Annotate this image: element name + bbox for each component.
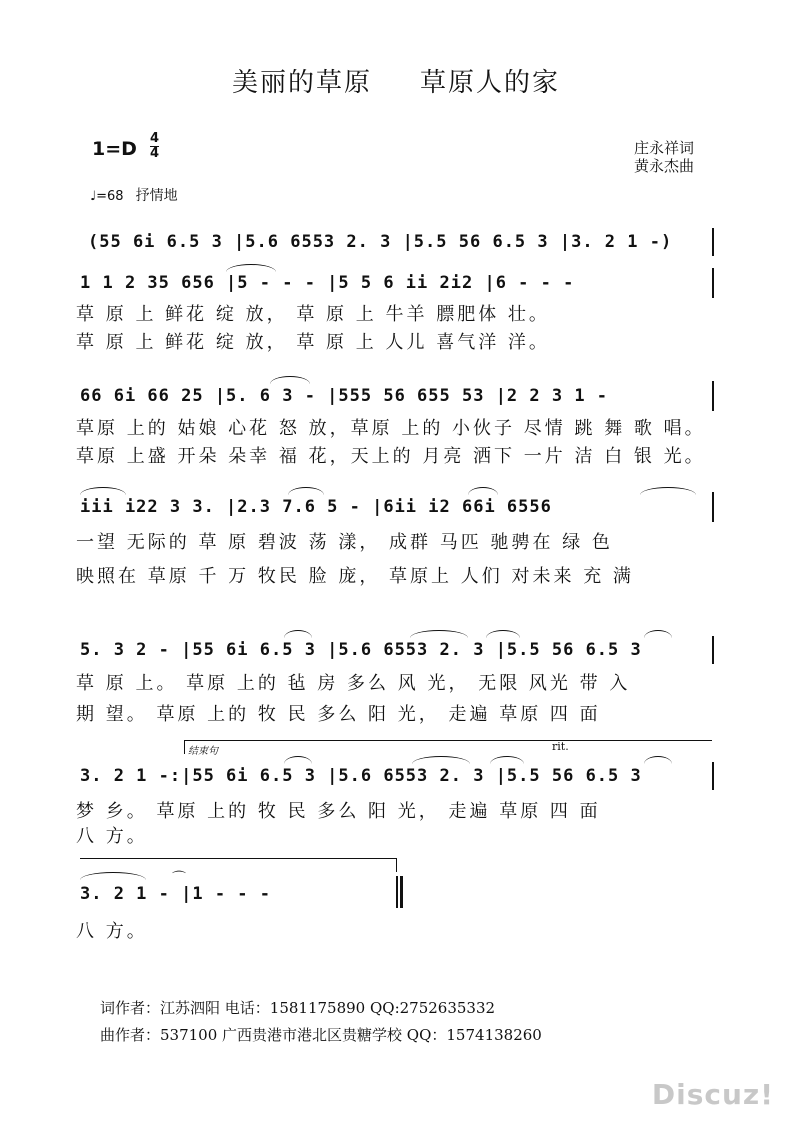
lyric-line-4a: 一望 无际的 草 原 碧波 荡 漾， 成群 马匹 驰骋在 绿 色 bbox=[76, 532, 613, 553]
lyric-line-6a: 梦 乡。 草原 上的 牧 民 多么 阳 光， 走遍 草原 四 面 bbox=[76, 801, 601, 822]
expression-mark: 抒情地 bbox=[135, 188, 178, 204]
slur bbox=[80, 487, 126, 495]
slur bbox=[644, 756, 672, 764]
slur bbox=[284, 756, 312, 764]
lyricist-contact: 词作者：江苏泗阳 电话：1581175890 QQ:2752635332 bbox=[100, 999, 496, 1017]
lyric-line-5a: 草 原 上。 草原 上的 毡 房 多么 风 光， 无限 风光 带 入 bbox=[76, 673, 631, 694]
lyricist: 庄永祥词 bbox=[634, 139, 695, 157]
notation-line-5: 5. 3 2 - |55 6i 6.5 3 |5.6 6553 2. 3 |5.5 56 6.5 3 bbox=[80, 640, 642, 660]
time-signature: 4 4 bbox=[150, 131, 160, 161]
fermata-icon: ⌒ bbox=[172, 871, 186, 887]
notation-line-2: 1 1 2 35 656 |5 - - - |5 5 6 ii 2i2 |6 - - - bbox=[80, 273, 575, 293]
song-title bbox=[0, 62, 792, 99]
barline bbox=[712, 636, 714, 664]
notation-line-1: (55 6i 6.5 3 |5.6 6553 2. 3 |5.5 56 6.5 3 |3. 2 1 -) bbox=[88, 232, 673, 252]
credits bbox=[634, 139, 694, 175]
barline bbox=[712, 268, 714, 298]
slur bbox=[288, 487, 324, 495]
lyric-line-3b: 草原 上盛 开朵 朵幸 福 花，天上的 月亮 洒下 一片 洁 白 银 光。 bbox=[76, 446, 706, 467]
barline bbox=[712, 381, 714, 411]
slur bbox=[412, 756, 470, 764]
lyric-line-7: 八 方。 bbox=[76, 921, 148, 942]
barline bbox=[712, 762, 714, 790]
lyric-line-3a: 草原 上的 姑娘 心花 怒 放，草原 上的 小伙子 尽情 跳 舞 歌 唱。 bbox=[76, 418, 706, 439]
slur bbox=[80, 872, 146, 880]
lyric-line-6b: 八 方。 bbox=[76, 826, 148, 847]
barline bbox=[712, 492, 714, 522]
slur bbox=[486, 630, 520, 638]
composer-contact: 曲作者：537100 广西贵港市港北区贵糖学校 QQ：1574138260 bbox=[100, 1026, 542, 1044]
lyric-line-4b: 映照在 草原 千 万 牧民 脸 庞， 草原上 人们 对未来 充 满 bbox=[76, 566, 634, 587]
ending-bracket-hook bbox=[184, 740, 185, 754]
notation-line-3: 66 6i 66 25 |5. 6 3 - |555 56 655 53 |2 2 3 1 - bbox=[80, 386, 609, 406]
key-signature: 1=D bbox=[92, 138, 137, 160]
slur bbox=[226, 264, 276, 272]
slur bbox=[284, 630, 312, 638]
lyric-line-2a: 草 原 上 鲜花 绽 放， 草 原 上 牛羊 膘肥体 壮。 bbox=[76, 304, 550, 325]
ending-label: 结束句 bbox=[188, 746, 218, 757]
title-sub: 草原人的家 bbox=[420, 68, 561, 98]
lyric-line-5b: 期 望。 草原 上的 牧 民 多么 阳 光， 走遍 草原 四 面 bbox=[76, 704, 601, 725]
slur bbox=[490, 756, 524, 764]
barline bbox=[712, 228, 714, 256]
slur bbox=[640, 487, 696, 495]
coda-bracket bbox=[80, 858, 396, 859]
final-barline-thin bbox=[396, 876, 398, 908]
tempo-marking bbox=[90, 185, 178, 205]
composer: 黄永杰曲 bbox=[634, 157, 695, 175]
ending-bracket bbox=[184, 740, 712, 741]
notation-line-4: iii i22 3 3. |2.3 7.6 5 - |6ii i2 66i 6556 bbox=[80, 497, 552, 517]
notation-line-6: 3. 2 1 -:|55 6i 6.5 3 |5.6 6553 2. 3 |5.5 56 6.5 3 bbox=[80, 766, 642, 786]
final-barline-thick bbox=[400, 876, 403, 908]
slur bbox=[468, 487, 498, 495]
slur bbox=[644, 630, 672, 638]
lyric-line-2b: 草 原 上 鲜花 绽 放， 草 原 上 人儿 喜气洋 洋。 bbox=[76, 332, 550, 353]
slur bbox=[410, 630, 468, 638]
coda-bracket-hook bbox=[396, 858, 397, 872]
slur bbox=[270, 376, 310, 384]
watermark-logo: Discuz! bbox=[651, 1078, 774, 1111]
tempo-mark: ♩=68 bbox=[90, 189, 124, 204]
ritardando-mark: rit. bbox=[552, 740, 569, 753]
notation-line-7: 3. 2 1 - |1 - - - bbox=[80, 884, 271, 904]
title-main: 美丽的草原 bbox=[231, 68, 372, 98]
